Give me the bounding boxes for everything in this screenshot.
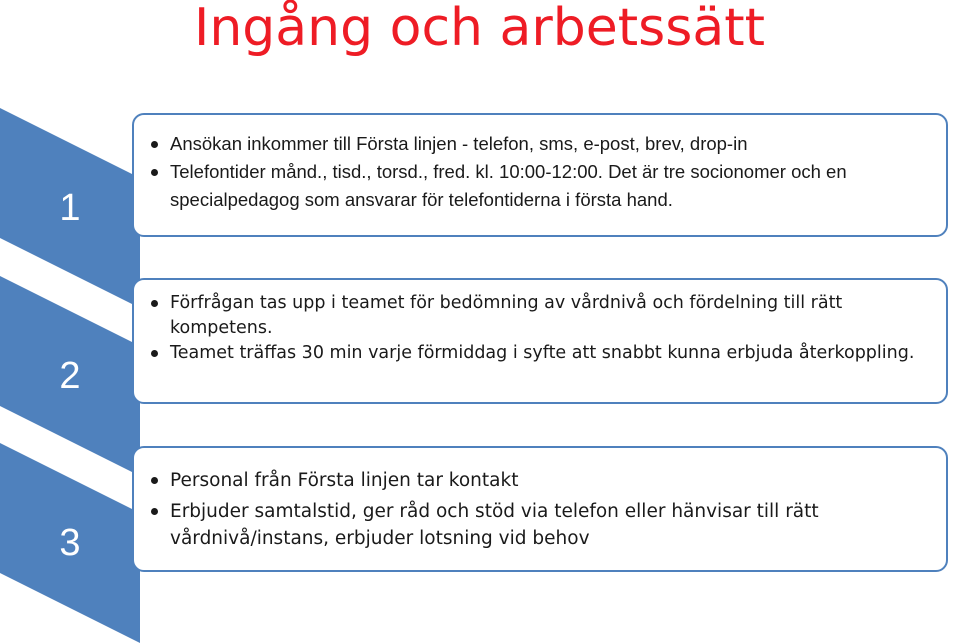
step-2-card <box>132 278 948 404</box>
step-2-bullet-2: Teamet träffas 30 min varje förmiddag i syfte att snabbt kunna erbjuda återkoppling. <box>142 341 932 366</box>
step-3-bullet-1: Personal från Första linjen tar kontakt <box>142 467 932 494</box>
step-1-bullet-list <box>142 130 932 214</box>
page-title: Ingång och arbetssätt <box>193 0 765 58</box>
step-3-bullet-2: Erbjuder samtalstid, ger råd och stöd via telefon eller hänvisar till rätt vårdnivå/instans, erbjuder lotsning vid behov <box>142 498 932 552</box>
step-2-bullet-1: Förfrågan tas upp i teamet för bedömning av vårdnivå och fördelning till rätt kompetens. <box>142 291 932 341</box>
step-2-number: 2 <box>59 355 81 397</box>
step-1-card <box>132 113 948 237</box>
step-2-bullet-list <box>142 291 932 366</box>
step-1-bullet-2: Telefontider månd., tisd., torsd., fred. kl. 10:00-12:00. Det är tre socionomer och en specialpedagog som ansvarar för telefontiderna i första hand. <box>142 158 932 214</box>
step-3-card <box>132 446 948 572</box>
step-1-bullet-1: Ansökan inkommer till Första linjen - telefon, sms, e-post, brev, drop-in <box>142 130 932 158</box>
step-1-number: 1 <box>59 187 81 229</box>
step-3-bullet-list <box>142 467 932 552</box>
step-3-number: 3 <box>59 522 81 564</box>
